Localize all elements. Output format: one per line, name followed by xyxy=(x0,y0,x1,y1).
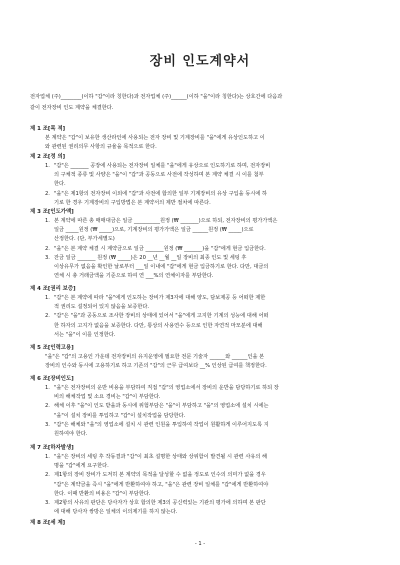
item-line: 제1항의 장비 장비가 도저히 본 계약의 목적을 달성할 수 없을 정도로 인수의 의미가 없을 경우 xyxy=(54,472,266,479)
item-line: 기로 한 경우 기계장비의 구입방법은 본 계약서의 제반 절차에 따른다. xyxy=(54,199,211,206)
article-item xyxy=(30,453,378,471)
item-line: "갑"은 해체와 "을"의 영업소에 설치 시 관련 인원을 투입하여 작업이 원활하게 이루어지도록 지 xyxy=(54,421,269,428)
item-number: 1. xyxy=(45,385,50,391)
article-item xyxy=(30,312,378,340)
article-8 xyxy=(30,518,378,528)
item-line: 제2항의 사유의 판단은 당사자가 상호 합의한 제3의 공신력있는 기관의 평가에 의하며 본 판단 xyxy=(54,500,266,507)
document-title: 장비 인도계약서 xyxy=(149,54,251,69)
article-2 xyxy=(30,152,378,208)
article-heading: 제 1 조[목 적] xyxy=(30,126,66,132)
item-number: 1. xyxy=(45,218,50,224)
item-line: 일금 _____원정 (₩ _____)으로, 기계장비의 평가가액은 일금 ______원정 (₩ _____)으로 xyxy=(54,227,254,234)
article-paragraph: "을"은 "갑"의 고용인 가운데 전자장비의 유지운영에 필요한 전문 기술자 ______와 ______인을 본 xyxy=(45,354,265,360)
item-line: 명을 "갑"에게 요구한다. xyxy=(54,463,109,470)
item-number: 2. xyxy=(45,245,50,252)
item-line: 한다. xyxy=(54,181,66,188)
article-paragraph: 와 관련된 권리의무 사항의 규율을 목적으로 한다. xyxy=(45,144,157,151)
intro-line: 전자업체 (주)________(이하 "갑"이라 칭한다)과 전자업체 (주)______(이하 "을"이라 칭한다)는 상호간에 다음과 xyxy=(30,94,283,100)
item-line: 적 권리도 설정되어 있지 않음을 보증한다. xyxy=(54,304,150,311)
item-number: 3. xyxy=(45,500,50,507)
article-item xyxy=(30,384,378,402)
item-number: 2. xyxy=(45,472,50,479)
item-line: 에 대해 당사자 쌍방은 일체의 이의제기를 하지 않는다. xyxy=(54,509,178,516)
item-number: 2. xyxy=(45,403,50,410)
article-item xyxy=(30,162,378,190)
article-item xyxy=(30,294,378,312)
article-6 xyxy=(30,374,378,439)
item-number: 3. xyxy=(45,421,50,428)
item-line: 연체 시 총 거래금액을 기준으로 하여 연 ___%의 연체이자를 부담한다. xyxy=(54,273,214,280)
item-line: 서는 "을"이 이를 인정한다. xyxy=(54,331,116,338)
article-4 xyxy=(30,284,378,340)
article-paragraph: 본 계약은 "갑"이 보유한 생산라인에 사용되는 전자 장비 및 기계장비를 "을"에게 유상인도하고 이 xyxy=(45,135,265,141)
article-heading: 제 4 조[권리 보증] xyxy=(30,286,76,292)
article-1 xyxy=(30,124,378,152)
item-line: 본 계약에 따른 총 매매대금은 일금 __________원정 (₩ _______)으로 하되, 전자장비의 평가가액은 xyxy=(54,218,278,224)
article-heading: 제 8 조[세 제] xyxy=(30,520,66,526)
item-line: 해체 이후 "을"이 인도 받을과 동시에 위험부담은 "을"이 부담하고 "을"의 영업소에 설치 시에는 xyxy=(54,403,269,410)
intro-paragraph xyxy=(30,92,375,113)
article-item xyxy=(30,254,378,282)
article-heading: 제 7 조[하자발생] xyxy=(30,445,74,451)
item-line: "을"은 본 계약 체결 시 계약금으로 일금 _______원정 (₩ _______)을 "갑"에게 현금 입금한다. xyxy=(54,245,266,252)
item-number: 1. xyxy=(45,163,50,169)
item-number: 1. xyxy=(45,295,50,301)
article-item xyxy=(30,471,378,499)
article-item xyxy=(30,421,378,439)
item-number: 2. xyxy=(45,313,50,320)
article-5 xyxy=(30,343,378,371)
article-paragraph: 장비의 인수와 동시에 고용하기로 하고 기존의 "갑"의 근무 급여보다 __% 인상된 급여를 책정한다. xyxy=(45,363,267,370)
article-item xyxy=(30,402,378,420)
item-number: 2. xyxy=(45,190,50,197)
item-line: 산정한다. (단, 부가세별도) xyxy=(54,236,115,243)
item-line: 의 구체적 종류 및 사양은 "을"이 "갑"과 공동으로 사전에 작성하며 본 계약 체결 시 이를 첨부 xyxy=(54,172,264,179)
item-line: 잔금 일금 _______ 원정 (₩ _____)은 20 __년 __월 __일 장비의 최종 인도 및 세팅 후 xyxy=(54,254,247,261)
article-item xyxy=(30,499,378,517)
article-item xyxy=(30,190,378,208)
item-line: 한 하자의 고지가 없음을 보증한다. 다만, 통상의 사용연수 등으로 인한 자연적 마모분에 대해 xyxy=(54,322,263,329)
item-line: 원하여야 한다. xyxy=(54,431,88,438)
article-item xyxy=(30,217,378,245)
article-heading: 제 5 조[인력고용] xyxy=(30,345,74,351)
article-heading: 제 3 조[인도가액] xyxy=(30,209,74,215)
item-line: "갑"은 본 계약에 따라 "을"에게 인도하는 장비가 제3자에 대해 양도, 담보제공 등 어떠한 제한 xyxy=(54,295,266,301)
item-line: "갑"은 "을"과 공동으로 조사한 장비의 상태에 있어서 "을"에게 고지한 기계의 성능에 대해 어떠 xyxy=(54,313,269,320)
item-line: "을"은 전자장비의 운반 비용을 부담하여 직접 "갑"의 영업소에서 장비의 운반을 담당하기로 하되 장 xyxy=(54,385,279,391)
article-7 xyxy=(30,443,378,517)
article-3 xyxy=(30,207,378,281)
item-line: "을"은 장비의 세팅 후 작동결과 "갑"이 최초 설명한 상태와 상위함이 발견될 시 관련 사유의 해 xyxy=(54,454,268,460)
article-item xyxy=(30,245,378,254)
item-line: "을"은 제1항의 전자장비 이외에 "갑"과 사전에 합의한 일부 기계장비의 유상 구입을 동시에 하 xyxy=(54,190,268,197)
item-number: 3. xyxy=(45,254,50,261)
item-line: 비의 해체작업 및 소요 경비는 "갑"이 부담한다. xyxy=(54,394,161,401)
item-line: "을"이 설치 장비를 투입하고 "갑"이 설치작업을 담당한다. xyxy=(54,412,186,419)
intro-line: 같이 전자장비 인도 계약을 체결한다. xyxy=(30,104,114,111)
article-heading: 제 6 조[장비인도] xyxy=(30,376,74,382)
item-line: "갑"은 _______ 공장에 사용되는 전자장비 일체를 "을"에게 유상으로 인도하기로 하며, 전자장비 xyxy=(54,163,271,169)
item-line: 한다. 이때 반환의 비용은 "갑"이 부담한다. xyxy=(54,490,151,497)
article-heading: 제 2 조[정 의] xyxy=(30,154,66,160)
item-number: 1. xyxy=(45,454,50,460)
page-number: - 1 - xyxy=(194,541,206,547)
item-line: "갑"은 계약금을 즉시 "을"에게 반환하여야 하고, "을"은 관련 장비 일체를 "갑"에게 반환하여야 xyxy=(54,481,269,488)
item-line: 이상유무가 없음을 확인한 날로부터 ___일 이내에 "갑"에게 현금 입금하기로 한다. 다만, 대금의 xyxy=(54,264,269,271)
